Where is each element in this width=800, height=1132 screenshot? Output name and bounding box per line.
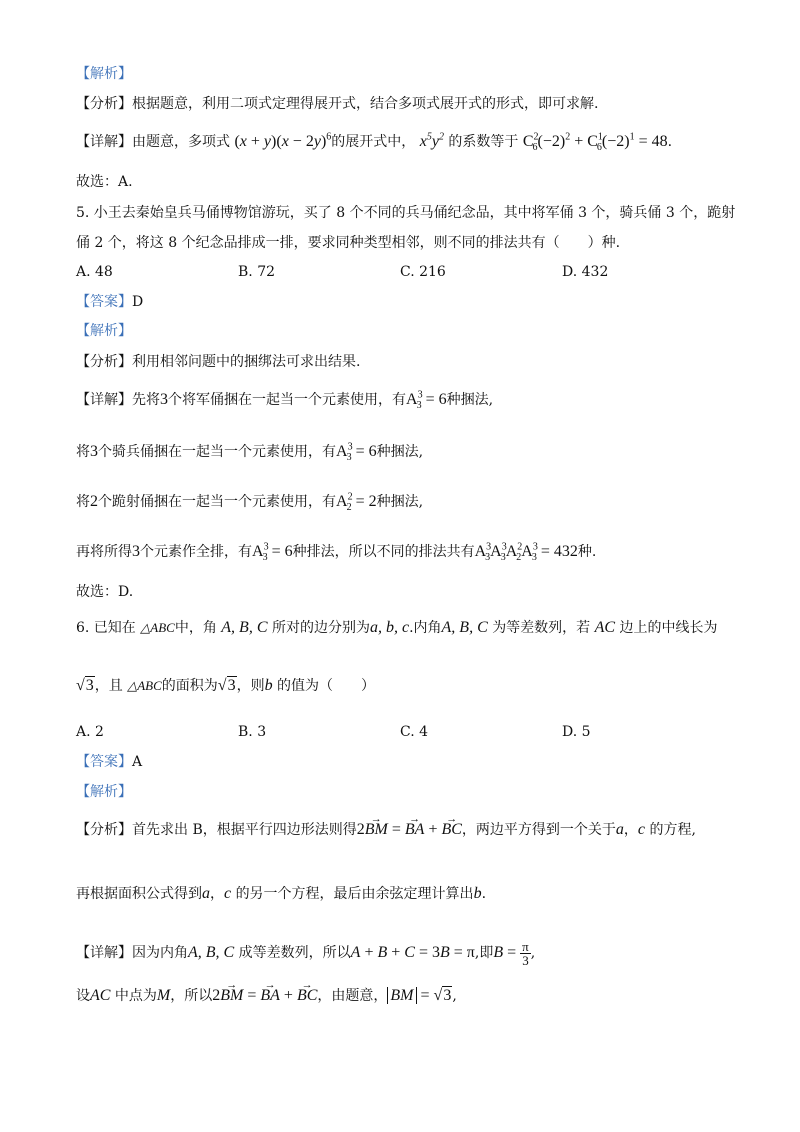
q6-answer: 【答案】A xyxy=(76,754,143,770)
q4-xiangjie: 【详解】由题意，多项式 $(x + y)(x - 2y)^6$的展开式中， $x^5y^2$ 的系数等于 $C^2_6(-2)^2 + C^1_6(-2)^1 = 48$. xyxy=(76,131,673,154)
q4-fenxi: 【分析】根据题意，利用二项式定理得展开式，结合多项式展开式的形式，即可求解. xyxy=(76,96,599,112)
q5-option-d: D. 432 xyxy=(562,264,609,280)
q6-stem-line2: √3，且 △ABC的面积为√3，则b 的值为（ ） xyxy=(76,677,376,694)
q6-detail-1: 【详解】因为内角A, B, C 成等差数列，所以A + B + C = 3B = π,即B = $\frac{\pi}{3}$ , xyxy=(76,939,536,968)
q5-option-c: C. 216 xyxy=(400,264,446,280)
q6-option-d: D. 5 xyxy=(562,724,591,740)
q5-detail-3: 将2个跪射俑捆在一起当一个元素使用，有$A^2_2 = 2$种捆法, xyxy=(76,491,424,514)
q5-option-b: B. 72 xyxy=(238,264,276,280)
q5-detail-4: 再将所得3个元素作全排，有$A^3_3 = 6$种排法，所以不同的排法共有$A^3_3A^3_3A^2_2A^3_3 = 432$种. xyxy=(76,541,597,564)
q6-option-b: B. 3 xyxy=(238,724,267,740)
q5-stem-line2: 俑 2 个，将这 8 个纪念品排成一排，要求同种类型相邻，则不同的排法共有（ ）种. xyxy=(76,235,621,251)
q5-answer: 【答案】D xyxy=(76,294,144,310)
q6-option-a: A. 2 xyxy=(76,724,104,740)
q6-analysis-tag: 【解析】 xyxy=(76,784,132,800)
q6-detail-2: 设AC 中点为M，所以2→ BM = → BA + → BC，由题意， BM = √3, xyxy=(76,986,457,1006)
q5-detail-2: 将3个骑兵俑捆在一起当一个元素使用，有$A^3_3 = 6$种捆法, xyxy=(76,441,424,464)
q5-option-a: A. 48 xyxy=(76,264,113,280)
q5-stem-line1: 5. 小王去秦始皇兵马俑博物馆游玩，买了 8 个不同的兵马俑纪念品，其中将军俑 3 个，骑兵俑 3 个，跪射 xyxy=(76,205,736,221)
q5-choice: 故选：D. xyxy=(76,584,134,600)
q6-option-c: C. 4 xyxy=(400,724,429,740)
analysis-tag: 【解析】 xyxy=(76,66,132,82)
q6-stem-line1: 6. 已知在 △ABC中，角 A, B, C 所对的边分别为a, b, c.内角A, B, C 为等差数列，若 AC 边上的中线长为 xyxy=(76,619,718,636)
q5-detail-1: 【详解】先将3个将军俑捆在一起当一个元素使用，有$A^3_3 = 6$种捆法, xyxy=(76,389,494,412)
q6-fenxi-1: 【分析】首先求出 B，根据平行四边形法则得2→ BM = → BA + → BC，两边平方得到一个关于a，c 的方程, xyxy=(76,820,696,840)
q5-analysis-tag: 【解析】 xyxy=(76,323,132,339)
q6-fenxi-2: 再根据面积公式得到a，c 的另一个方程，最后由余弦定理计算出b. xyxy=(76,885,487,902)
q4-choice: 故选：A. xyxy=(76,174,133,190)
q5-fenxi: 【分析】利用相邻问题中的捆绑法可求出结果. xyxy=(76,354,361,370)
